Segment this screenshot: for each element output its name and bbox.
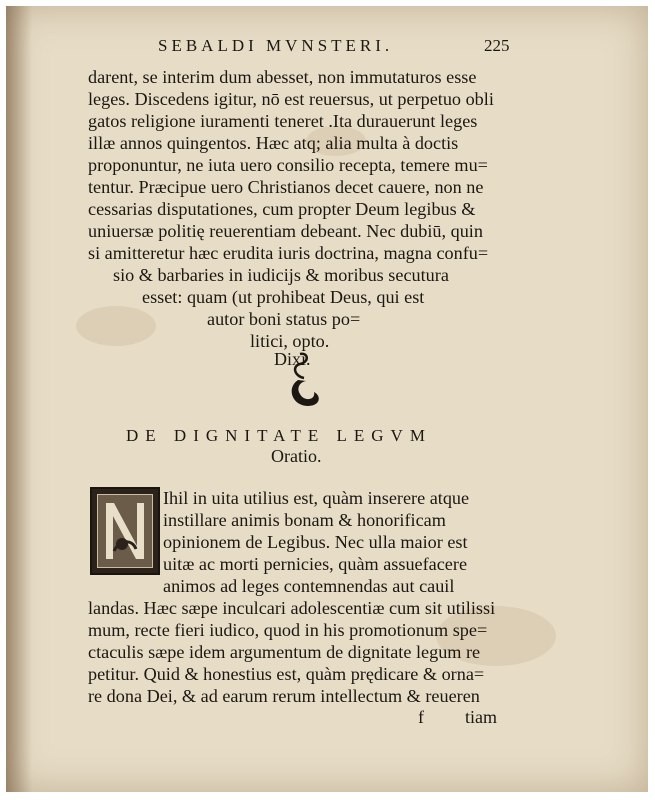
text-line: proponuntur, ne iuta uero consilio recepta, temere mu=: [88, 155, 488, 175]
oration-line: uitæ ac morti pernicies, quàm assuefacere: [163, 554, 468, 574]
running-head: SEBALDI MVNSTERI.: [158, 36, 394, 55]
text-line: esset: quam (ut prohibeat Deus, qui est: [142, 287, 425, 307]
oration-line: landas. Hæc sæpe inculcari adolescentiæ cum sit utilissi: [88, 598, 496, 618]
page-header: [6, 36, 648, 60]
text-line: uniuersæ politię reuerentiam debeant. Nec dubiū, quin: [88, 221, 483, 241]
text-line: autor boni status po=: [207, 309, 361, 329]
text-line: illæ annos quingentos. Hæc atq; alia multa à doctis: [88, 133, 459, 153]
text-line: tentur. Præcipue uero Christianos decet cauere, non ne: [88, 177, 484, 197]
oration-line: Ihil in uita utilius est, quàm inserere atque: [163, 488, 470, 508]
section-subtitle: Oratio.: [271, 446, 322, 466]
oration-line: mum, recte fieri iudico, quod in his promotionum spe=: [88, 620, 488, 640]
book-page: [6, 6, 648, 792]
text-line: leges. Discedens igitur, nō est reuersus, ut perpetuo obli: [88, 89, 494, 109]
oration-line: petitur. Quid & honestius est, quàm prędicare & orna=: [88, 664, 485, 684]
text-line: si amitteretur hæc erudita iuris doctrina, magna confu=: [88, 243, 489, 263]
text-line: litici, opto.: [250, 331, 330, 351]
page-number: 225: [484, 36, 510, 55]
oration-line: re dona Dei, & ad earum rerum intellectum & reueren: [88, 686, 480, 706]
binding-gutter-shadow: [6, 6, 32, 792]
oration-line: opinionem de Legibus. Nec ulla maior est: [163, 532, 468, 552]
fleuron-ornament: [286, 348, 326, 412]
text-line-dixi: Dixi.: [274, 349, 311, 369]
paper-stain: [76, 306, 156, 346]
fleuron-icon: [286, 348, 326, 412]
text-line: cessarias disputationes, cum propter Deum legibus &: [88, 199, 476, 219]
decorated-initial-n: [90, 487, 160, 575]
oration-line: animos ad leges contemnendas aut cauil: [163, 576, 455, 596]
signature-mark: f: [418, 707, 424, 727]
text-line: gatos religione iuramenti teneret .Ita durauerunt leges: [88, 111, 478, 131]
section-title: DE DIGNITATE LEGVM: [126, 426, 432, 445]
oration-line: ctaculis sæpe idem argumentum de dignitate legum re: [88, 642, 481, 662]
text-line: darent, se interim dum abesset, non immutaturos esse: [88, 67, 477, 87]
catchword: tiam: [465, 707, 497, 727]
oration-line: instillare animis bonam & honorificam: [163, 510, 446, 530]
text-line: sio & barbaries in iudicijs & moribus secutura: [113, 265, 449, 285]
initial-n-icon: [92, 489, 158, 573]
